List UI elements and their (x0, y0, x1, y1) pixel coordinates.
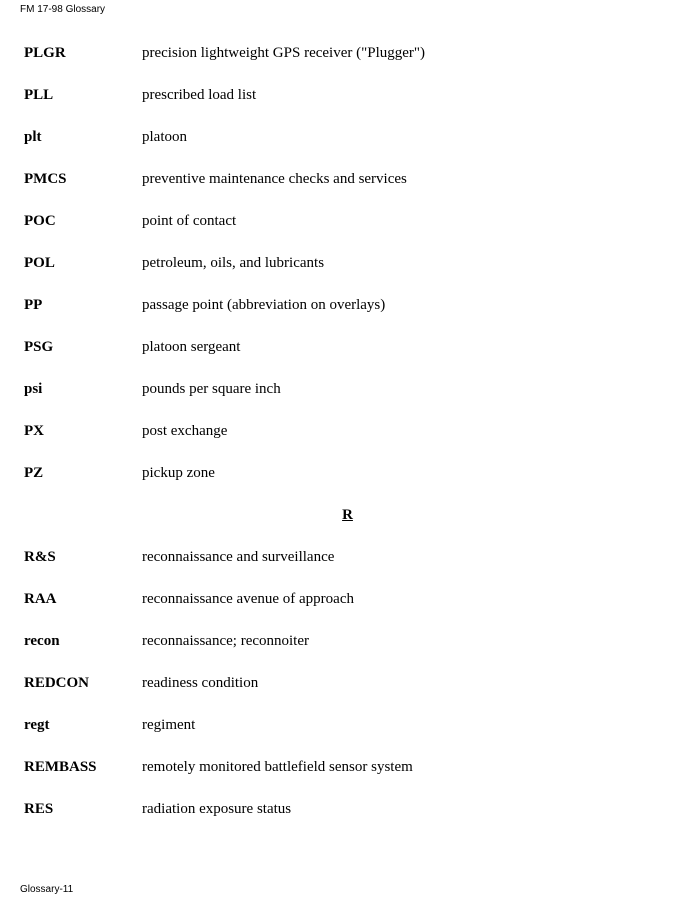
glossary-term: R&S (24, 549, 56, 565)
glossary-definition: pickup zone (142, 465, 215, 481)
glossary-term: PX (24, 423, 44, 439)
page-footer: Glossary-11 (20, 884, 74, 895)
glossary-entry (24, 43, 674, 63)
glossary-entry (24, 715, 674, 735)
glossary-term: PMCS (24, 171, 67, 187)
glossary-entry (24, 379, 674, 399)
glossary-term: PLGR (24, 45, 66, 61)
page-header: FM 17-98 Glossary (20, 4, 106, 15)
glossary-entry (24, 547, 674, 567)
glossary-definition: precision lightweight GPS receiver ("Plugger") (142, 45, 426, 61)
glossary-term: POL (24, 255, 55, 271)
glossary-term: REMBASS (24, 759, 97, 775)
glossary-term: REDCON (24, 675, 90, 691)
glossary-term: RAA (24, 591, 57, 607)
glossary-entry (24, 463, 674, 483)
glossary-entry (24, 589, 674, 609)
glossary-definition: passage point (abbreviation on overlays) (142, 297, 386, 313)
glossary-entry (24, 421, 674, 441)
glossary-entry (24, 337, 674, 357)
glossary-term: POC (24, 213, 56, 229)
glossary-term: PLL (24, 87, 54, 103)
glossary-entry (24, 169, 674, 189)
glossary-entry (24, 127, 674, 147)
glossary-entry (24, 631, 674, 651)
glossary-definition: reconnaissance and surveillance (142, 549, 335, 565)
glossary-entry (24, 757, 674, 777)
glossary-definition: reconnaissance avenue of approach (142, 591, 354, 607)
glossary-definition: petroleum, oils, and lubricants (142, 255, 325, 271)
glossary-definition: reconnaissance; reconnoiter (142, 633, 309, 649)
glossary-term: PZ (24, 465, 44, 481)
glossary-entry (24, 673, 674, 693)
glossary-entry (24, 295, 674, 315)
section-heading-r: R (342, 507, 353, 523)
glossary-definition: prescribed load list (142, 87, 257, 103)
glossary-definition: remotely monitored battlefield sensor system (142, 759, 413, 775)
glossary-definition: preventive maintenance checks and services (142, 171, 407, 187)
glossary-definition: point of contact (142, 213, 237, 229)
glossary-definition: platoon sergeant (142, 339, 241, 355)
glossary-entry (24, 85, 674, 105)
glossary-term: PP (24, 297, 43, 313)
glossary-definition: readiness condition (142, 675, 259, 691)
glossary-term: recon (24, 633, 60, 649)
glossary-term: regt (24, 717, 50, 733)
glossary-definition: pounds per square inch (142, 381, 281, 397)
glossary-entry (24, 253, 674, 273)
glossary-term: PSG (24, 339, 54, 355)
glossary-term: plt (24, 129, 42, 145)
glossary-definition: post exchange (142, 423, 228, 439)
glossary-definition: platoon (142, 129, 187, 145)
glossary-entry (24, 211, 674, 231)
glossary-term: RES (24, 801, 54, 817)
glossary-term: psi (24, 381, 43, 397)
glossary-definition: regiment (142, 717, 196, 733)
glossary-entry (24, 799, 674, 819)
glossary-definition: radiation exposure status (142, 801, 292, 817)
